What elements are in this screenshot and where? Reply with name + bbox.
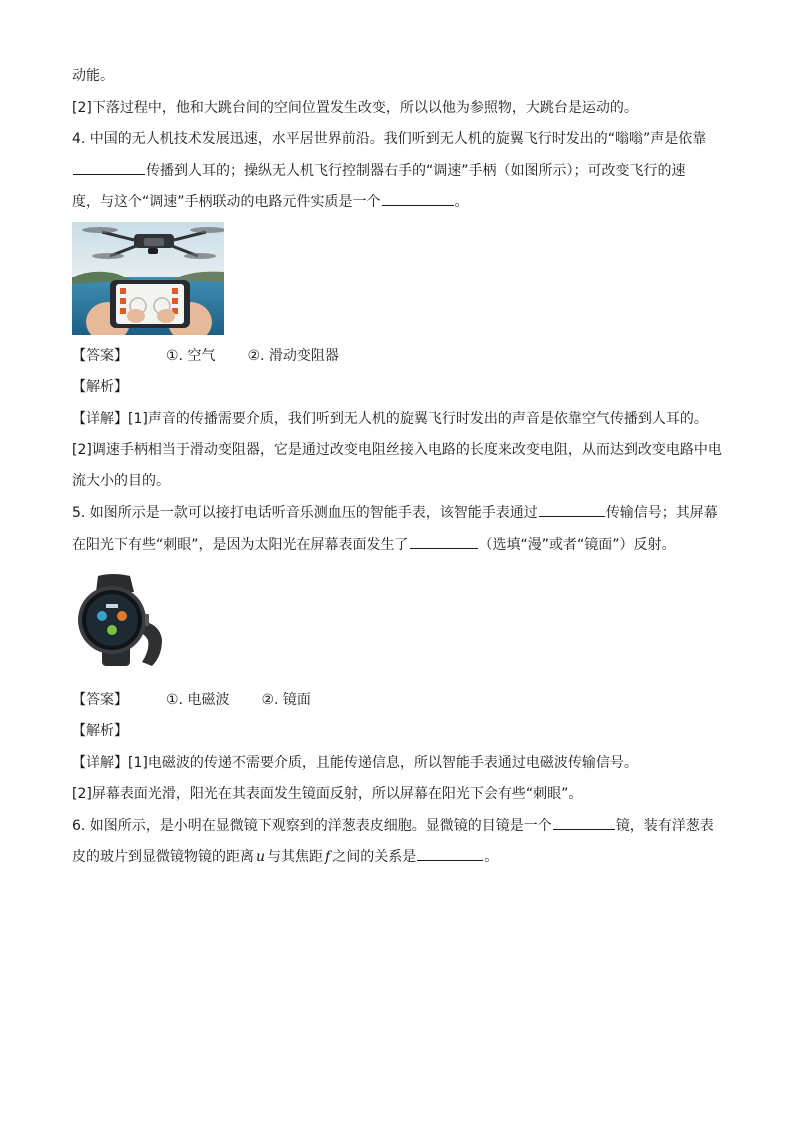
text-span: 传播到人耳的；操纵无人机飞行控制器右手的“调速”手柄（如图所示）；可改变飞行的速	[146, 163, 686, 179]
analysis-label: 【解析】	[72, 379, 128, 395]
detail-line: 流大小的目的。	[72, 473, 170, 489]
answer-label: 【答案】	[72, 692, 128, 708]
answer-item-1: ①. 空气	[166, 348, 216, 364]
text-span: 皮的玻片到显微镜物镜的距离	[72, 849, 254, 865]
analysis-label: 【解析】	[72, 723, 128, 739]
answer-item-2: ②. 滑动变阻器	[247, 348, 339, 364]
text-span: 。	[454, 194, 469, 210]
question-5-stem-line2	[72, 534, 732, 555]
answer-label: 【答案】	[72, 348, 128, 364]
variable-u: u	[256, 849, 266, 865]
text-span: 度，与这个“调速”手柄联动的电路元件实质是一个	[72, 194, 381, 210]
text-line: [2]下落过程中，他和大跳台间的空间位置发生改变，所以以他为参照物，大跳台是运动的。	[72, 100, 638, 116]
answer-blank	[73, 160, 145, 175]
text-line: 动能。	[72, 68, 114, 84]
answer-blank	[553, 815, 615, 830]
answer-blank	[417, 846, 483, 861]
drone-photo-graphic	[72, 222, 224, 335]
answer-blank	[539, 502, 605, 517]
drone-controller-photo	[72, 222, 224, 335]
question-4-stem-line3	[72, 191, 732, 212]
text-span: 与其焦距	[267, 849, 324, 865]
answer-item-1: ①. 电磁波	[166, 692, 230, 708]
question-6-stem	[72, 815, 732, 836]
text-span: 在阳光下有些“刺眼”，是因为太阳光在屏幕表面发生了	[72, 537, 409, 553]
smartwatch-graphic	[72, 570, 166, 670]
text-span: 之间的关系是	[332, 849, 417, 865]
text-span: （选填“漫”或者“镜面”）反射。	[478, 537, 676, 553]
answer-blank	[382, 191, 454, 206]
smartwatch-photo	[72, 570, 166, 670]
answer-row-q4	[72, 346, 732, 366]
text-span: 5. 如图所示是一款可以接打电话听音乐测血压的智能手表，该智能手表通过	[72, 505, 538, 521]
detail-line: [2]屏幕表面光滑，阳光在其表面发生镜面反射，所以屏幕在阳光下会有些“刺眼”。	[72, 786, 583, 802]
variable-f: f	[325, 849, 331, 865]
text-span: 。	[484, 849, 499, 865]
question-5-stem	[72, 502, 732, 523]
text-span: 镜，装有洋葱表	[615, 818, 714, 834]
question-4-stem-line2	[72, 160, 732, 181]
detail-line: 【详解】[1]电磁波的传递不需要介质，且能传递信息，所以智能手表通过电磁波传输信号。	[72, 755, 638, 771]
detail-line: 【详解】[1]声音的传播需要介质，我们听到无人机的旋翼飞行时发出的声音是依靠空气传播到人耳的。	[72, 411, 708, 427]
text-span: 6. 如图所示，是小明在显微镜下观察到的洋葱表皮细胞。显微镜的目镜是一个	[72, 818, 552, 834]
detail-line: [2]调速手柄相当于滑动变阻器，它是通过改变电阻丝接入电路的长度来改变电阻，从而达到改变电路中电	[72, 442, 722, 458]
text-span: 传输信号；其屏幕	[605, 505, 718, 521]
answer-item-2: ②. 镜面	[261, 692, 311, 708]
answer-blank	[410, 534, 478, 549]
question-6-stem-line2	[72, 846, 732, 867]
question-4-stem: 4. 中国的无人机技术发展迅速，水平居世界前沿。我们听到无人机的旋翼飞行时发出的“嗡嗡”声是依靠	[72, 131, 707, 147]
answer-row-q5	[72, 690, 732, 710]
